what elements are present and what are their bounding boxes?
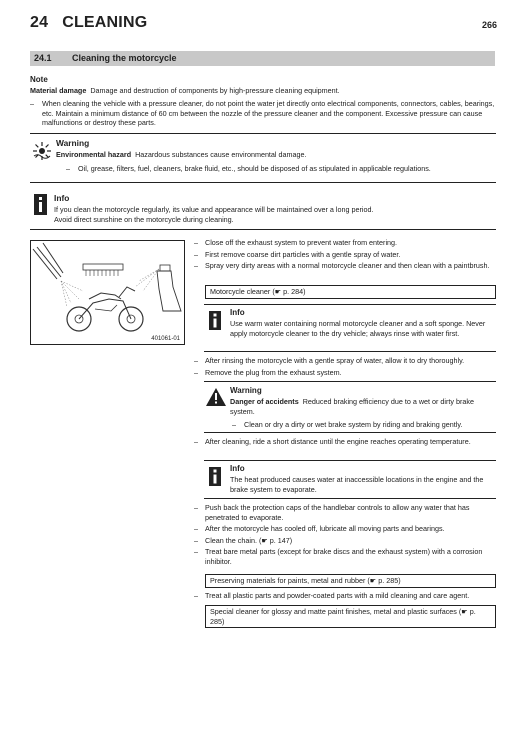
divider xyxy=(204,381,496,382)
info-line: If you clean the motorcycle regularly, its value and appearance will be maintained over a long period. xyxy=(54,205,374,214)
steps-group-b xyxy=(194,356,496,377)
divider xyxy=(204,351,496,352)
warning-heading: Warning xyxy=(56,138,90,148)
warning-text xyxy=(230,397,494,416)
environment-warning-icon xyxy=(32,141,52,161)
chapter-number: 24 xyxy=(30,14,49,31)
steps-group-e xyxy=(194,591,496,601)
info-text: The heat produced causes water at inaccessible locations in the engine and the brake system to evaporate. xyxy=(230,475,484,494)
info-text: Use warm water containing normal motorcycle cleaner and a soft sponge. Never apply motorcycle cleaner to the dry vehicle; always rinse with water first. xyxy=(230,319,486,338)
steps-group-a xyxy=(194,238,496,271)
reference-box[interactable]: Special cleaner for glossy and matte paint finishes, metal and plastic surfaces (☛ p. 285) xyxy=(205,605,496,628)
step-item: – Close off the exhaust system to prevent water from entering. xyxy=(194,238,496,248)
step-item: – Spray very dirty areas with a normal motorcycle cleaner and then clean with a paintbrush. xyxy=(194,261,496,271)
warning-bullet: – Oil, grease, filters, fuel, cleaners, brake fluid, etc., should be disposed of as stipulated in applicable regulations. xyxy=(66,164,508,174)
info-line: Avoid direct sunshine on the motorcycle during cleaning. xyxy=(54,214,234,224)
step-item: – After rinsing the motorcycle with a gentle spray of water, allow it to dry thoroughly. xyxy=(194,356,496,366)
divider xyxy=(204,498,496,499)
motorcycle-cleaning-drawing xyxy=(31,241,184,344)
chapter-title: CLEANING xyxy=(62,14,148,31)
warning-description: Hazardous substances cause environmental damage. xyxy=(135,150,307,159)
cleaning-illustration xyxy=(30,240,185,345)
info-heading: Info xyxy=(230,464,245,473)
steps-group-d xyxy=(194,503,496,567)
note-text xyxy=(30,86,495,96)
figure-code: 401061-01 xyxy=(151,336,180,342)
section-title: Cleaning the motorcycle xyxy=(72,53,177,63)
page-number: 266 xyxy=(481,20,497,30)
divider xyxy=(204,304,496,305)
reference-box[interactable]: Motorcycle cleaner (☛ p. 284) xyxy=(205,285,496,299)
info-icon xyxy=(209,311,221,330)
chapter-heading xyxy=(30,14,147,32)
warning-triangle-icon xyxy=(206,388,226,406)
section-number: 24.1 xyxy=(34,53,52,63)
step-item: – First remove coarse dirt particles with a gentle spray of water. xyxy=(194,250,496,260)
warning-text xyxy=(56,150,496,160)
note-label: Material damage xyxy=(30,86,87,95)
step-item: – After the motorcycle has cooled off, lubricate all moving parts and bearings. xyxy=(194,524,496,534)
note-bullet: – When cleaning the vehicle with a pressure cleaner, do not point the water jet directly onto electrical components, connectors, cables, bearings, etc. Maintain a minimum distance of 60 cm between the nozzle of the pressure cleaner and the component. Excessive pressure can cause malfunctions or destroy these parts. xyxy=(30,99,507,128)
reference-box[interactable]: Preserving materials for paints, metal and rubber (☛ p. 285) xyxy=(205,574,496,588)
divider xyxy=(30,229,496,230)
info-heading: Info xyxy=(54,193,70,203)
section-heading xyxy=(30,51,495,66)
note-description: Damage and destruction of components by high-pressure cleaning equipment. xyxy=(90,86,340,95)
step-item: – Treat all plastic parts and powder-coated parts with a mild cleaning and care agent. xyxy=(194,591,496,601)
steps-group-c xyxy=(194,437,496,447)
step-item: – Remove the plug from the exhaust system. xyxy=(194,368,496,378)
divider xyxy=(204,460,496,461)
divider xyxy=(30,133,496,134)
divider xyxy=(204,432,496,433)
step-item: – Push back the protection caps of the handlebar controls to allow any water that has penetrated to evaporate. xyxy=(194,503,496,522)
warning-description: Reduced braking efficiency due to a wet or dirty brake system. xyxy=(230,397,474,416)
warning-label: Danger of accidents xyxy=(230,397,299,406)
warning-bullet: – Clean or dry a dirty or wet brake system by riding and braking gently. xyxy=(232,420,506,430)
info-text xyxy=(54,205,494,224)
info-heading: Info xyxy=(230,308,245,317)
warning-label: Environmental hazard xyxy=(56,150,132,159)
warning-heading: Warning xyxy=(230,386,262,395)
step-item: – Clean the chain. (☛ p. 147) xyxy=(194,536,496,546)
step-item: – After cleaning, ride a short distance until the engine reaches operating temperature. xyxy=(194,437,496,447)
divider xyxy=(30,182,496,183)
note-heading: Note xyxy=(30,75,48,84)
info-icon xyxy=(209,467,221,486)
step-item: – Treat bare metal parts (except for brake discs and the exhaust system) with a corrosion inhibitor. xyxy=(194,547,496,566)
info-icon xyxy=(34,194,47,215)
